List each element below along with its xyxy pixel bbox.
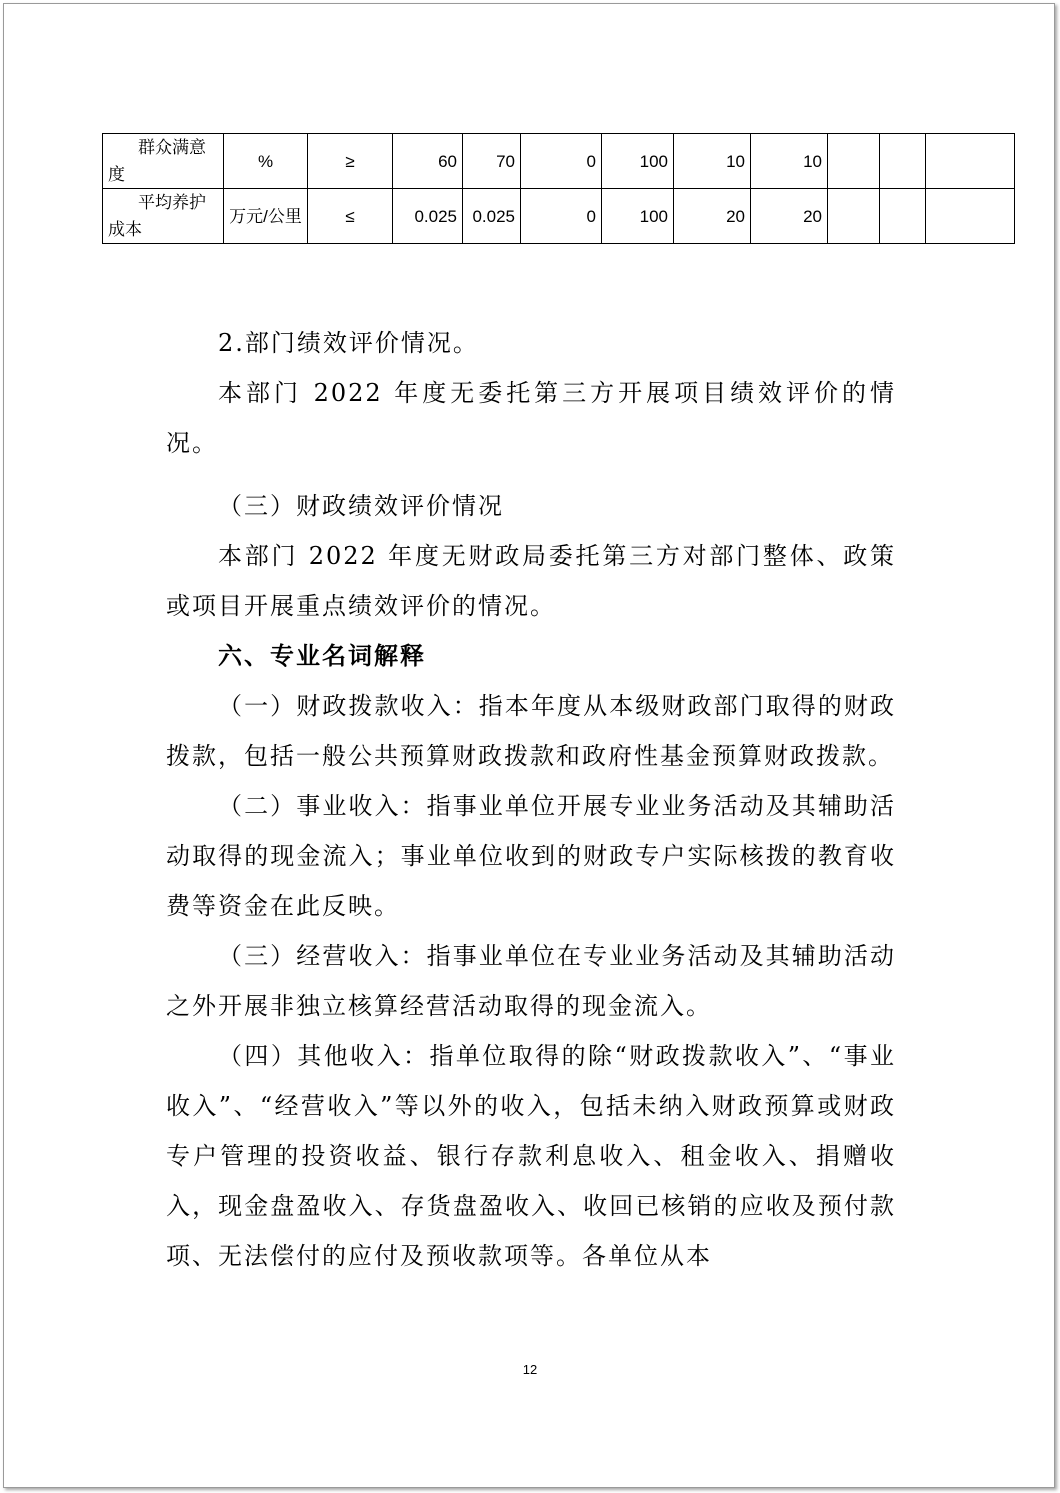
table-cell xyxy=(926,134,1015,189)
table-cell: 100 xyxy=(602,134,674,189)
section-heading: （三）财政绩效评价情况 xyxy=(218,492,504,520)
table-cell: 0 xyxy=(521,189,602,244)
paragraph: 本部门 2022 年度无财政局委托第三方对部门整体、政策或项目开展重点绩效评价的情况。 xyxy=(166,542,896,620)
body-text xyxy=(166,481,896,1281)
table-cell xyxy=(880,189,926,244)
performance-indicator-table xyxy=(102,133,1015,244)
table-cell: 0.025 xyxy=(393,189,463,244)
paragraph: 2.部门绩效评价情况。 xyxy=(218,329,479,357)
indicator-operator: ≥ xyxy=(308,134,393,189)
table-cell: 60 xyxy=(393,134,463,189)
paragraph: 本部门 2022 年度无委托第三方开展项目绩效评价的情况。 xyxy=(166,379,896,457)
indicator-name: 平均养护成本 xyxy=(103,189,224,244)
table-row xyxy=(103,189,1015,244)
paragraph: （二）事业收入：指事业单位开展专业业务活动及其辅助活动取得的现金流入；事业单位收到的财政专户实际核拨的教育收费等资金在此反映。 xyxy=(166,792,896,920)
table-cell xyxy=(828,134,880,189)
paragraph: （一）财政拨款收入：指本年度从本级财政部门取得的财政拨款，包括一般公共预算财政拨款和政府性基金预算财政拨款。 xyxy=(166,692,896,770)
indicator-unit: % xyxy=(224,134,308,189)
page-number: 12 xyxy=(522,1362,538,1377)
table-cell xyxy=(828,189,880,244)
table-cell xyxy=(880,134,926,189)
table-cell: 100 xyxy=(602,189,674,244)
table-cell: 20 xyxy=(674,189,751,244)
paragraph: （四）其他收入：指单位取得的除“财政拨款收入”、“事业收入”、“经营收入”等以外的收入，包括未纳入财政预算或财政专户管理的投资收益、银行存款利息收入、租金收入、捐赠收入，现金盘盈收入、存货盘盈收入、收回已核销的应收及预付款项、无法偿付的应付及预收款项等。各单位从本 xyxy=(166,1042,896,1270)
table-cell: 70 xyxy=(463,134,521,189)
table-cell: 10 xyxy=(674,134,751,189)
table-cell xyxy=(926,189,1015,244)
section-heading: 六、专业名词解释 xyxy=(218,641,426,670)
table-cell: 20 xyxy=(751,189,828,244)
table-cell: 0 xyxy=(521,134,602,189)
indicator-operator: ≤ xyxy=(308,189,393,244)
table-row xyxy=(103,134,1015,189)
body-text xyxy=(166,318,896,468)
indicator-unit: 万元/公里 xyxy=(224,189,308,244)
table-cell: 0.025 xyxy=(463,189,521,244)
indicator-name: 群众满意度 xyxy=(103,134,224,189)
paragraph: （三）经营收入：指事业单位在专业业务活动及其辅助活动之外开展非独立核算经营活动取得的现金流入。 xyxy=(166,942,896,1020)
table-cell: 10 xyxy=(751,134,828,189)
